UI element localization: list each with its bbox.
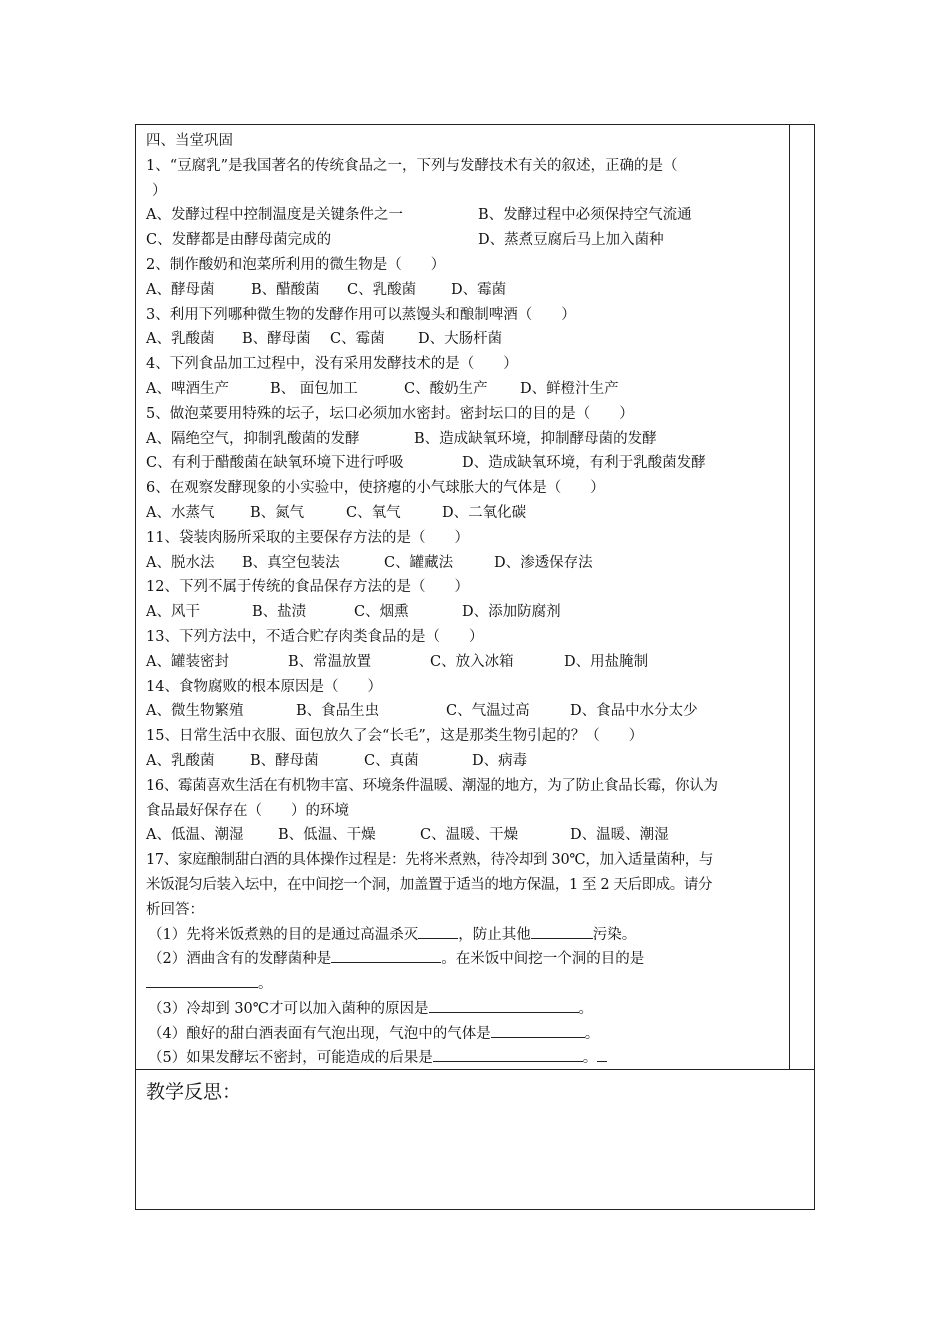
question-2-options bbox=[146, 278, 786, 303]
option-d: D、造成缺氧环境，有利于乳酸菌发酵 bbox=[462, 455, 706, 472]
option-c: C、霉菌 bbox=[330, 331, 385, 348]
option-d: D、添加防腐剂 bbox=[462, 604, 561, 621]
option-a: A、发酵过程中控制温度是关键条件之一 bbox=[146, 207, 403, 224]
question-1-options-ab bbox=[146, 203, 786, 228]
option-c: C、真菌 bbox=[364, 752, 419, 769]
option-c: C、气温过高 bbox=[446, 703, 530, 720]
option-d: D、温暖、潮湿 bbox=[570, 827, 669, 844]
question-13-options bbox=[146, 650, 786, 675]
worksheet-table bbox=[135, 124, 815, 1210]
option-b: B、发酵过程中必须保持空气流通 bbox=[478, 207, 692, 224]
option-a: A、脱水法 bbox=[146, 554, 215, 571]
question-14-options bbox=[146, 699, 786, 724]
option-a: A、酵母菌 bbox=[146, 281, 215, 298]
option-b: B、食品生虫 bbox=[296, 703, 380, 720]
option-c: C、有利于醋酸菌在缺氧环境下进行呼吸 bbox=[146, 455, 404, 472]
question-3-options bbox=[146, 327, 786, 352]
question-1-stem: 1、“豆腐乳”是我国著名的传统食品之一，下列与发酵技术有关的叙述，正确的是（ bbox=[146, 157, 678, 174]
option-c: C、放入冰箱 bbox=[430, 653, 514, 670]
side-column bbox=[790, 125, 814, 1070]
option-c: C、温暖、干燥 bbox=[420, 827, 519, 844]
question-4-stem: 4、下列食品加工过程中，没有采用发酵技术的是（ ） bbox=[146, 356, 518, 373]
practice-cell bbox=[136, 125, 790, 1070]
option-c: C、乳酸菌 bbox=[347, 281, 417, 298]
answer-blank[interactable] bbox=[491, 1023, 585, 1038]
question-17-part-2-continued: 。 bbox=[146, 972, 786, 997]
option-d: D、渗透保存法 bbox=[494, 554, 593, 571]
option-a: A、罐装密封 bbox=[146, 653, 229, 670]
question-17-stem-3: 析回答： bbox=[146, 901, 204, 918]
question-15-stem: 15、日常生活中衣服、面包放久了会“长毛”，这是那类生物引起的？（ ） bbox=[146, 728, 644, 745]
option-b: B、氮气 bbox=[250, 504, 305, 521]
question-17-part-3: （3）冷却到 30℃才可以加入菌种的原因是 。 bbox=[146, 997, 786, 1022]
question-11-stem: 11、袋装肉肠所采取的主要保存方法的是（ ） bbox=[146, 529, 469, 546]
question-11-options bbox=[146, 551, 786, 576]
option-a: A、啤酒生产 bbox=[146, 380, 229, 397]
option-b: B、酵母菌 bbox=[250, 752, 319, 769]
option-b: B、 面包加工 bbox=[270, 380, 358, 397]
answer-blank[interactable] bbox=[531, 924, 593, 939]
option-c: C、发酵都是由酵母菌完成的 bbox=[146, 232, 332, 249]
option-b: B、酵母菌 bbox=[242, 331, 311, 348]
question-17-part-1: （1）先将米饭煮熟的目的是通过高温杀灭 ，防止其他 污染。 bbox=[146, 923, 786, 948]
question-3-stem: 3、利用下列哪种微生物的发酵作用可以蒸馒头和酿制啤酒（ ） bbox=[146, 306, 576, 323]
section-title: 四、当堂巩固 bbox=[146, 133, 233, 149]
option-a: A、隔绝空气，抑制乳酸菌的发酵 bbox=[146, 430, 360, 447]
answer-blank[interactable] bbox=[146, 973, 258, 988]
option-a: A、水蒸气 bbox=[146, 504, 215, 521]
question-14-stem: 14、食物腐败的根本原因是（ ） bbox=[146, 678, 382, 695]
option-d: D、大肠杆菌 bbox=[418, 331, 503, 348]
question-1-stem-end: ） bbox=[152, 182, 167, 199]
question-17-part-4: （4）酿好的甜白酒表面有气泡出现，气泡中的气体是 。 bbox=[146, 1022, 786, 1047]
option-b: B、常温放置 bbox=[288, 653, 372, 670]
question-2-stem: 2、制作酸奶和泡菜所利用的微生物是（ ） bbox=[146, 256, 446, 273]
question-6-options bbox=[146, 501, 786, 526]
option-d: D、二氧化碳 bbox=[442, 504, 527, 521]
question-13-stem: 13、下列方法中，不适合贮存肉类食品的是（ ） bbox=[146, 628, 484, 645]
question-1-options-cd bbox=[146, 228, 786, 253]
question-5-options-ab bbox=[146, 427, 786, 452]
option-a: A、乳酸菌 bbox=[146, 752, 215, 769]
answer-blank[interactable] bbox=[418, 924, 458, 939]
option-c: C、酸奶生产 bbox=[404, 380, 488, 397]
option-b: B、真空包装法 bbox=[242, 554, 340, 571]
option-d: D、霉菌 bbox=[451, 281, 507, 298]
option-c: C、罐藏法 bbox=[384, 554, 454, 571]
practice-content bbox=[146, 129, 786, 1071]
option-b: B、醋酸菌 bbox=[251, 281, 320, 298]
question-17-stem-2: 米饭混匀后装入坛中，在中间挖一个洞，加盖置于适当的地方保温，1 至 2 天后即成。请分 bbox=[146, 876, 713, 893]
question-16-options bbox=[146, 823, 786, 848]
option-a: A、低温、潮湿 bbox=[146, 827, 244, 844]
question-5-stem: 5、做泡菜要用特殊的坛子，坛口必须加水密封。密封坛口的目的是（ ） bbox=[146, 405, 634, 422]
question-17-part-2: （2）酒曲含有的发酵菌种是 。在米饭中间挖一个洞的目的是 bbox=[146, 947, 786, 972]
question-12-options bbox=[146, 600, 786, 625]
question-17-stem-1: 17、家庭酿制甜白酒的具体操作过程是：先将米煮熟，待冷却到 30℃，加入适量菌种，与 bbox=[146, 852, 714, 869]
teaching-reflection-label: 教学反思： bbox=[146, 1081, 242, 1103]
option-a: A、微生物繁殖 bbox=[146, 703, 244, 720]
question-15-options bbox=[146, 749, 786, 774]
question-4-options bbox=[146, 377, 786, 402]
question-17-part-5: （5）如果发酵坛不密封，可能造成的后果是 。 bbox=[146, 1046, 786, 1071]
option-d: D、鲜橙汁生产 bbox=[520, 380, 619, 397]
option-d: D、病毒 bbox=[472, 752, 528, 769]
question-6-stem: 6、在观察发酵现象的小实验中，使挤瘪的小气球胀大的气体是（ ） bbox=[146, 480, 605, 497]
option-b: B、低温、干燥 bbox=[278, 827, 376, 844]
question-12-stem: 12、下列不属于传统的食品保存方法的是（ ） bbox=[146, 579, 469, 596]
question-16-stem-1: 16、霉菌喜欢生活在有机物丰富、环境条件温暖、潮湿的地方，为了防止食品长霉，你认为 bbox=[146, 777, 718, 794]
option-d: D、用盐腌制 bbox=[564, 653, 649, 670]
answer-blank[interactable] bbox=[429, 998, 579, 1013]
option-d: D、食品中水分太少 bbox=[570, 703, 698, 720]
answer-blank[interactable] bbox=[331, 948, 441, 963]
answer-blank-tail bbox=[597, 1047, 607, 1062]
option-d: D、蒸煮豆腐后马上加入菌种 bbox=[478, 232, 664, 249]
option-b: B、盐渍 bbox=[252, 604, 307, 621]
option-a: A、乳酸菌 bbox=[146, 331, 215, 348]
option-a: A、风干 bbox=[146, 604, 200, 621]
answer-blank[interactable] bbox=[433, 1047, 583, 1062]
option-c: C、氧气 bbox=[346, 504, 401, 521]
question-5-options-cd bbox=[146, 451, 786, 476]
option-b: B、造成缺氧环境，抑制酵母菌的发酵 bbox=[414, 430, 657, 447]
question-16-stem-2: 食品最好保存在（ ）的环境 bbox=[146, 802, 349, 819]
option-c: C、烟熏 bbox=[354, 604, 409, 621]
